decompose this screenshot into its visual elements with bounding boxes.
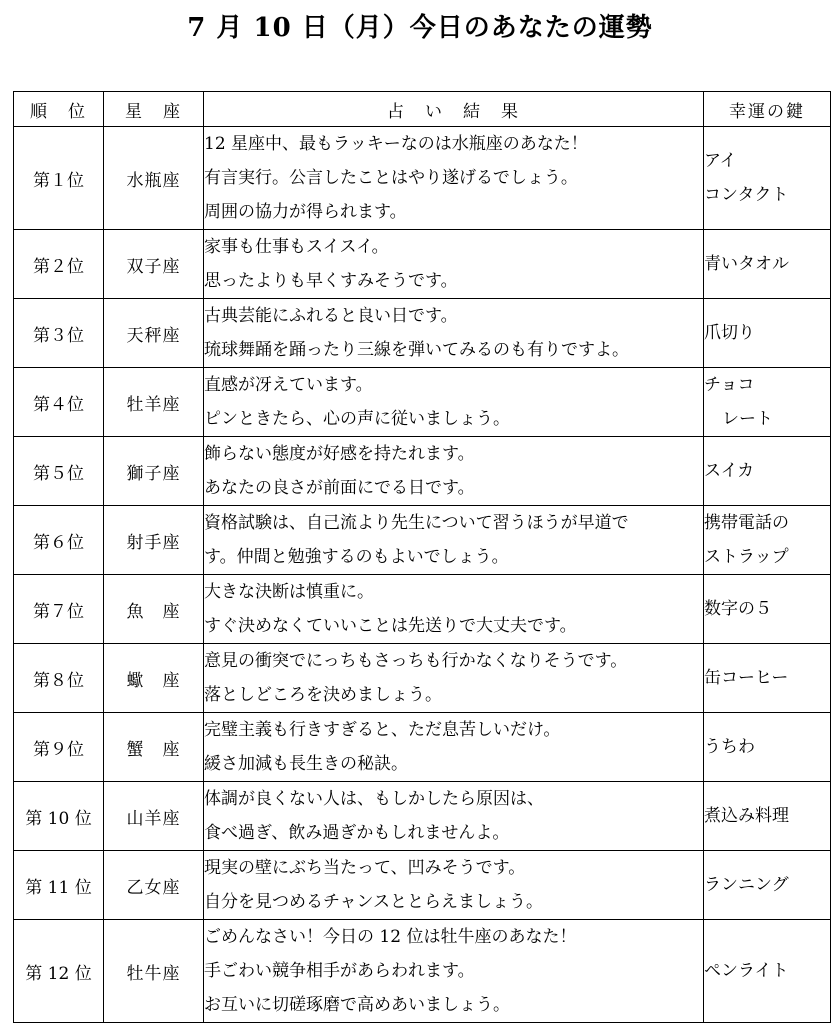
sign-cell: [104, 713, 204, 782]
lucky-key-text: 缶コーヒー: [704, 668, 789, 688]
sign-label: 蟹 座: [126, 739, 181, 760]
table-row: [14, 851, 831, 920]
sign-label: 蠍 座: [126, 670, 181, 691]
lucky-key-text: うちわ: [704, 737, 755, 757]
lucky-key-text: レート: [722, 409, 773, 429]
result-line: 現実の壁にぶち当たって、凹みそうです。: [204, 858, 526, 878]
lucky-key-text: 青いタオル: [704, 254, 789, 274]
result-line: ピンときたら、心の声に従いましょう。: [204, 409, 510, 429]
sign-label: 魚 座: [126, 601, 181, 622]
table-row: [14, 506, 831, 575]
result-line: 緩さ加減も長生きの秘訣。: [204, 754, 408, 774]
rank-cell: 第３位: [14, 299, 104, 368]
result-line: す。仲間と勉強するのもよいでしょう。: [204, 547, 509, 567]
result-line: 完璧主義も行きすぎると、ただ息苦しいだけ。: [204, 720, 561, 740]
rank-cell: 第４位: [14, 368, 104, 437]
header-row: [14, 92, 831, 127]
result-line: 周囲の協力が得られます。: [204, 202, 407, 222]
sign-cell: [104, 782, 204, 851]
lucky-key-cell: [704, 368, 831, 437]
sign-cell: [104, 127, 204, 230]
rank-cell: 第８位: [14, 644, 104, 713]
lucky-key-text: 携帯電話の: [704, 513, 789, 533]
header-rank: 順 位: [14, 92, 104, 127]
result-cell: [204, 437, 704, 506]
header-key: 幸運の鍵: [704, 92, 831, 127]
result-line: すぐ決めなくていいことは先送りで大丈夫です。: [204, 616, 577, 636]
header-result: 占 い 結 果: [204, 92, 704, 127]
sign-label: 牡牛座: [126, 963, 181, 984]
table-row: [14, 368, 831, 437]
sign-label: 水瓶座: [126, 170, 181, 191]
table-row: [14, 575, 831, 644]
table-row: [14, 920, 831, 1023]
result-line: 意見の衝突でにっちもさっちも行かなくなりそうです。: [204, 651, 628, 671]
result-line: 体調が良くない人は、もしかしたら原因は、: [204, 789, 544, 809]
rank-cell: 第５位: [14, 437, 104, 506]
result-line: 琉球舞踊を踊ったり三線を弾いてみるのも有りですよ。: [204, 340, 629, 360]
sign-cell: [104, 230, 204, 299]
lucky-key-cell: [704, 713, 831, 782]
table-row: [14, 782, 831, 851]
result-line: 直感が冴えています。: [204, 375, 373, 395]
result-line: 落としどころを決めましょう。: [204, 685, 442, 705]
result-line: あなたの良さが前面にでる日です。: [204, 478, 475, 498]
result-line: 食べ過ぎ、飲み過ぎかもしれませんよ。: [204, 823, 510, 843]
result-line: 家事も仕事もスイスイ。: [204, 237, 389, 257]
result-cell: [204, 644, 704, 713]
result-line: 大きな決断は慎重に。: [204, 582, 374, 602]
sign-cell: [104, 851, 204, 920]
sign-cell: [104, 575, 204, 644]
lucky-key-text: 数字の５: [704, 599, 772, 619]
rank-cell: 第６位: [14, 506, 104, 575]
sign-label: 双子座: [126, 256, 181, 277]
rank-cell: 第 11 位: [14, 851, 104, 920]
result-cell: [204, 368, 704, 437]
lucky-key-cell: [704, 782, 831, 851]
lucky-key-text: チョコ: [704, 375, 755, 395]
lucky-key-cell: [704, 127, 831, 230]
table-row: [14, 644, 831, 713]
header-sign: 星 座: [104, 92, 204, 127]
page-title: 7 月 10 日（月）今日のあなたの運勢: [187, 13, 653, 43]
lucky-key-text: スイカ: [704, 461, 755, 481]
lucky-key-text: ストラップ: [704, 547, 789, 567]
sign-cell: [104, 644, 204, 713]
result-line: 飾らない態度が好感を持たれます。: [204, 444, 475, 464]
result-line: お互いに切磋琢磨で高めあいましょう。: [204, 995, 510, 1015]
rank-cell: 第 10 位: [14, 782, 104, 851]
sign-cell: [104, 506, 204, 575]
rank-cell: 第９位: [14, 713, 104, 782]
result-line: 資格試験は、自己流より先生について習うほうが早道で: [204, 513, 629, 533]
rank-cell: 第１位: [14, 127, 104, 230]
rank-cell: 第 12 位: [14, 920, 104, 1023]
result-cell: [204, 127, 704, 230]
lucky-key-cell: [704, 644, 831, 713]
lucky-key-cell: [704, 437, 831, 506]
lucky-key-text: 爪切り: [704, 323, 755, 343]
lucky-key-cell: [704, 575, 831, 644]
lucky-key-cell: [704, 506, 831, 575]
table-row: [14, 299, 831, 368]
lucky-key-cell: [704, 230, 831, 299]
result-cell: [204, 299, 704, 368]
result-cell: [204, 230, 704, 299]
sign-cell: [104, 920, 204, 1023]
table-row: [14, 437, 831, 506]
result-cell: [204, 575, 704, 644]
result-line: 古典芸能にふれると良い日です。: [204, 306, 458, 326]
sign-cell: [104, 437, 204, 506]
rank-cell: 第７位: [14, 575, 104, 644]
sign-label: 乙女座: [126, 877, 181, 898]
rank-cell: 第２位: [14, 230, 104, 299]
result-cell: [204, 506, 704, 575]
sign-label: 天秤座: [126, 325, 181, 346]
result-cell: [204, 782, 704, 851]
lucky-key-cell: [704, 299, 831, 368]
result-line: 12 星座中、最もラッキーなのは水瓶座のあなた！: [204, 134, 588, 154]
sign-cell: [104, 299, 204, 368]
result-line: 自分を見つめるチャンスととらえましょう。: [204, 892, 543, 912]
result-line: 思ったよりも早くすみそうです。: [204, 271, 458, 291]
lucky-key-text: ランニング: [704, 875, 789, 895]
result-line: 手ごわい競争相手があらわれます。: [204, 961, 475, 981]
table-row: [14, 713, 831, 782]
fortune-table: [13, 91, 831, 1023]
sign-label: 牡羊座: [126, 394, 181, 415]
sign-label: 獅子座: [126, 463, 181, 484]
result-cell: [204, 920, 704, 1023]
lucky-key-text: 煮込み料理: [704, 806, 789, 826]
lucky-key-text: コンタクト: [704, 185, 789, 205]
table-body: [14, 127, 831, 1023]
table-row: [14, 127, 831, 230]
lucky-key-text: アイ: [704, 151, 737, 171]
table-row: [14, 230, 831, 299]
result-cell: [204, 713, 704, 782]
lucky-key-cell: [704, 851, 831, 920]
result-line: 有言実行。公言したことはやり遂げるでしょう。: [204, 168, 578, 188]
sign-cell: [104, 368, 204, 437]
sign-label: 山羊座: [126, 808, 181, 829]
result-cell: [204, 851, 704, 920]
lucky-key-text: ペンライト: [704, 961, 789, 981]
sign-label: 射手座: [126, 532, 181, 553]
lucky-key-cell: [704, 920, 831, 1023]
result-line: ごめんなさい！今日の 12 位は牡牛座のあなた！: [204, 927, 577, 947]
